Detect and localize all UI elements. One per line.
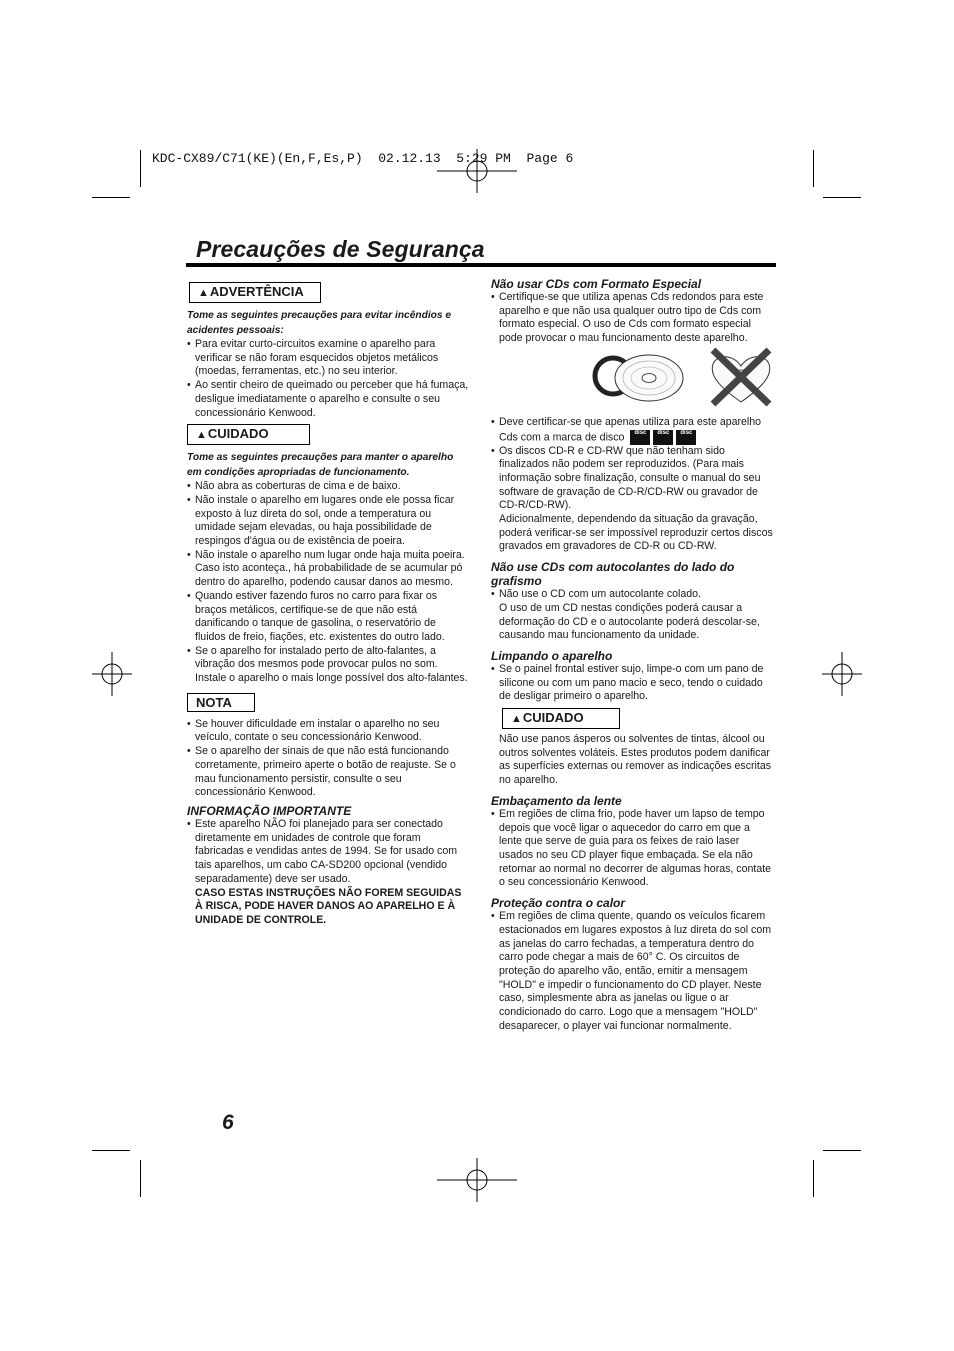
page-title: Precauções de Segurança [196, 236, 485, 262]
info-warning-caps: CASO ESTAS INSTRUÇÕES NÃO FOREM SEGUIDAS À RISCA, PODE HAVER DANOS AO APARELHO E À UNIDADE DE CONTROLE. [195, 886, 462, 926]
list-item: • Os discos CD-R e CD-RW que não tenham sido finalizados não podem ser reproduzidos. (Para mais informação sobre finalização, consulte o manual do seu software de gravação de CD-R/CD-RW ou gravador de CD-R/CD-RW). [491, 445, 775, 514]
crop-mark [823, 197, 861, 198]
crop-mark [813, 1160, 814, 1197]
list-item: • Se houver dificuldade em instalar o aparelho no seu veículo, contate o seu concessionário Kenwood. [187, 718, 469, 745]
sticker-list [491, 588, 775, 602]
disc-mark-list [491, 416, 775, 513]
caution-list [187, 480, 469, 686]
registration-mark-right [822, 652, 862, 696]
list-item: • Em regiões de clima frio, pode haver um lapso de tempo depois que você ligar o aquecedor do carro em que a lente que serve de guia para os feixes de raio laser usados no seu CD player fique embaçada. Se ela não retornar ao normal no decorrer de algumas horas, contate o seu concessionário Kenwood. [491, 808, 775, 890]
warning-icon: ▲ [198, 287, 209, 299]
page-number: 6 [222, 1111, 234, 1134]
warning-list [187, 338, 469, 420]
note-label: NOTA [187, 693, 255, 712]
right-column [491, 277, 775, 1033]
lens-fog-list [491, 808, 775, 890]
cd-shape-illustration [491, 346, 775, 408]
warning-label: ▲ADVERTÊNCIA [189, 282, 321, 303]
list-item: • Deve certificar-se que apenas utiliza para este aparelho Cds com a marca de disco disc disc disc [491, 416, 775, 445]
note-list [187, 718, 469, 800]
title-rule [186, 263, 776, 267]
print-header: KDC-CX89/C71(KE)(En,F,Es,P) 02.12.13 5:29 PM Page 6 [152, 151, 574, 166]
sticker-extra: O uso de um CD nestas condições poderá causar a deformação do CD e o autocolante poderá descolar-se, causando mau funcionamento da unidade. [499, 601, 760, 642]
list-item: • Certifique-se que utiliza apenas Cds redondos para este aparelho e que não usa qualquer outro tipo de Cds com formato especial. O uso de Cds com formato especial pode provocar o mau funcionamento deste aparelho. [491, 291, 775, 346]
list-item: • Se o aparelho for instalado perto de alto-falantes, a vibração dos mesmos pode provocar pulos no som. Instale o aparelho o mais longe possível dos alto-falantes. [187, 645, 469, 686]
warning-intro: Tome as seguintes precauções para evitar incêndios e acidentes pessoais: [187, 310, 452, 336]
list-item: • Não instale o aparelho num lugar onde haja muita poeira. Caso isto aconteça., há probabilidade de se acumular pó dentro do aparelho, podendo causar danos ao mesmo. [187, 549, 469, 590]
left-column [187, 282, 469, 928]
crop-mark [140, 150, 141, 187]
list-item: • Este aparelho NÃO foi planejado para ser conectado diretamente em unidades de controle que foram fabricadas e vendidas antes de 1994. Se for usado com tais aparelhos, um cabo CA-SD200 opcional (vendido separadamente) deve ser usado. [187, 818, 469, 887]
special-cd-heading: Não usar CDs com Formato Especial [491, 277, 702, 291]
cleaning-list [491, 663, 775, 704]
sticker-heading: Não use CDs com autocolantes do lado do grafismo [491, 560, 735, 589]
crop-mark [813, 150, 814, 187]
warning-icon: ▲ [196, 429, 207, 442]
registration-mark-bottom [437, 1158, 517, 1202]
caution-label: ▲CUIDADO [187, 424, 310, 445]
crop-mark [92, 197, 130, 198]
caution-intro: Tome as seguintes precauções para manter o aparelho em condições apropriadas de funcionamento. [187, 452, 454, 478]
list-item: • Para evitar curto-circuitos examine o aparelho para verificar se não foram esquecidos objetos metálicos (moedas, ferramentas, etc.) no seu interior. [187, 338, 469, 379]
info-heading: INFORMAÇÃO IMPORTANTE [187, 803, 352, 818]
crop-mark [92, 1150, 130, 1151]
crop-mark [140, 1160, 141, 1197]
round-cd-ok-icon [591, 348, 687, 408]
compact-disc-logo-icon: disc [630, 430, 650, 445]
crop-mark [823, 1150, 861, 1151]
list-item: • Não abra as coberturas de cima e de baixo. [187, 480, 469, 494]
list-item: • Se o painel frontal estiver sujo, limpe-o com um pano de silicone ou com um pano macio e seco, tendo o cuidado de desligar primeiro o aparelho. [491, 663, 775, 704]
list-item: • Não instale o aparelho em lugares onde ele possa ficar exposto à luz direta do sol, onde a temperatura ou umidade sejam elevadas, ou haja possibilidade de respingos d'água ou de existência de poeira. [187, 494, 469, 549]
caution-label-right: ▲CUIDADO [502, 708, 620, 729]
list-item: • Em regiões de clima quente, quando os veículos ficarem estacionados em lugares expostos à luz direta do sol com as janelas do carro fechadas, a temperatura dentro do carro pode chegar a mais de 60° C. Os circuitos de proteção do aparelho vão, então, emitir a mensagem "HOLD" e impedir o funcionamento do CD player. Neste caso, simplesmente abra as janelas ou ligue o ar condicionado do carro. Logo que a mensagem "HOLD" desaparecer, o player vai funcionar normalmente. [491, 910, 775, 1033]
warning-icon: ▲ [511, 713, 522, 726]
special-cd-list [491, 291, 775, 346]
compact-disc-logo-icon: disc [676, 430, 696, 445]
lens-fog-heading: Embaçamento da lente [491, 793, 622, 808]
list-item: • Não use o CD com um autocolante colado. [491, 588, 775, 602]
list-item: • Se o aparelho der sinais de que não está funcionando corretamente, primeiro aperte o botão de reajuste. Se o mau funcionamento persistir, consulte o seu concessionário Kenwood. [187, 745, 469, 800]
heat-list [491, 910, 775, 1033]
list-item: • Quando estiver fazendo furos no carro para fixar os braços metálicos, certifique-se de que não está danificando o tanque de gasolina, o reservatório de fluidos de freio, fiações, etc. existentes do outro lado. [187, 590, 469, 645]
registration-mark-left [92, 652, 132, 696]
compact-disc-logo-icon: disc [653, 430, 673, 445]
caution-text: Não use panos ásperos ou solventes de tintas, álcool ou outros solventes voláteis. Estes produtos podem danificar as superfícies externas ou remover as indicações escritas no aparelho. [499, 733, 772, 787]
heat-heading: Proteção contra o calor [491, 896, 626, 911]
info-list [187, 818, 469, 887]
heart-cd-not-ok-icon [703, 346, 779, 408]
cleaning-heading: Limpando o aparelho [491, 648, 613, 663]
cdr-extra: Adicionalmente, dependendo da situação da gravação, poderá verificar-se ser impossível reproduzir certos discos gravados em gravadores de CD-R ou CD-RW. [499, 513, 773, 553]
list-item: • Ao sentir cheiro de queimado ou perceber que há fumaça, desligue imediatamente o aparelho e consulte o seu concessionário Kenwood. [187, 379, 469, 420]
